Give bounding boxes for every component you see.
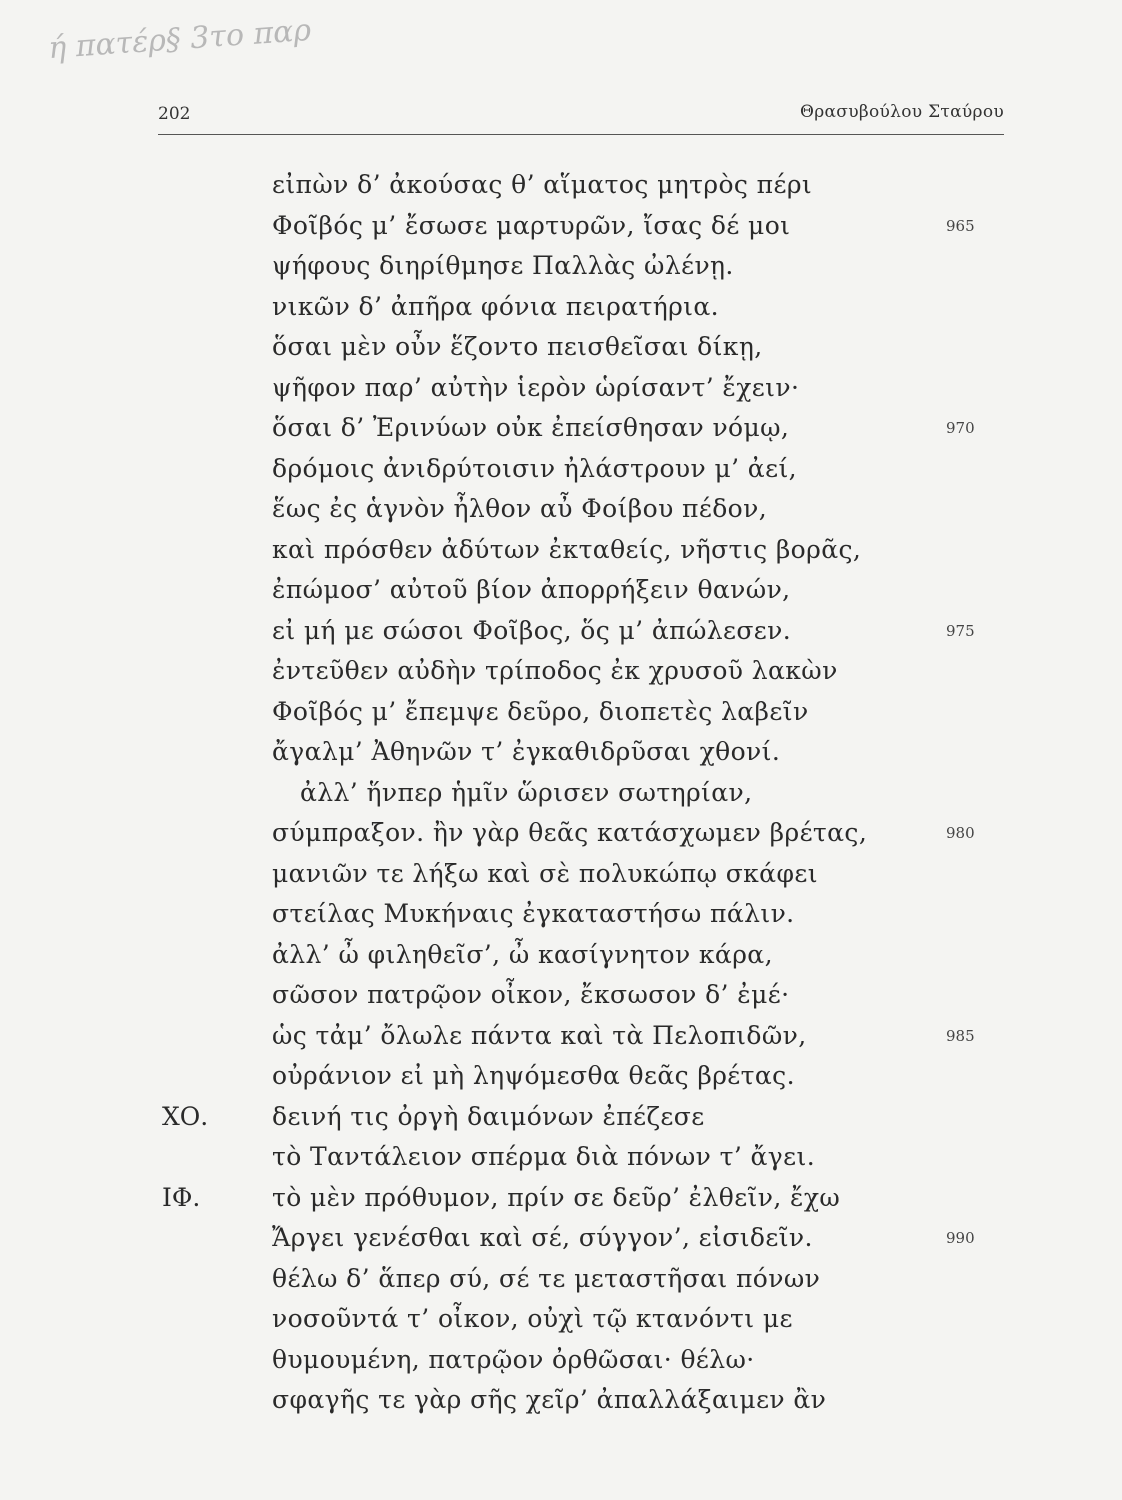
verse-text: ψῆφον παρ’ αὐτὴν ἱερὸν ὡρίσαντ’ ἔχειν· [272,372,800,402]
verse-text: σφαγῆς τε γὰρ σῆς χεῖρ’ ἀπαλλάξαιμεν ἂν [272,1385,827,1414]
verse-line [0,369,1122,409]
page-header [158,98,1004,135]
verse-line [0,1219,1122,1259]
verse-line [0,1300,1122,1340]
verse-line [0,1341,1122,1381]
verse-text: νοσοῦντά τ’ οἶκον, οὐχὶ τῷ κτανόντι με [272,1304,793,1333]
verse-line [0,814,1122,854]
verse-text: ἐντεῦθεν αὐδὴν τρίποδος ἐκ χρυσοῦ λακὼν [272,656,838,685]
speaker-label: ΧΟ. [162,1101,209,1131]
verse-line [0,652,1122,692]
verse-line [0,774,1122,814]
verse-line [0,571,1122,611]
verse-text: τὸ Ταντάλειον σπέρμα διὰ πόνων τ’ ἄγει. [272,1142,816,1171]
verse-text: ἄγαλμ’ Ἀθηνῶν τ’ ἐγκαθιδρῦσαι χθονί. [272,737,781,766]
speaker-label: ΙΦ. [162,1182,201,1212]
verse-text: οὐράνιον εἰ μὴ ληψόμεσθα θεᾶς βρέτας. [272,1061,795,1090]
verse-line [0,1057,1122,1097]
verse-line [0,612,1122,652]
verse-text: ὅσαι δ’ Ἐρινύων οὐκ ἐπείσθησαν νόμῳ, [272,413,790,442]
line-number: 980 [946,824,975,842]
verse-line [0,733,1122,773]
verse-text: ψήφους διηρίθμησε Παλλὰς ὠλένῃ. [272,251,734,280]
verse-text: θέλω δ’ ἅπερ σύ, σέ τε μεταστῆσαι πόνων [272,1263,821,1293]
verse-line [0,855,1122,895]
verse-text: σῶσον πατρῷον οἶκον, ἔκσωσον δ’ ἐμέ· [272,980,790,1009]
verse-text: νικῶν δ’ ἀπῆρα φόνια πειρατήρια. [272,291,720,321]
verse-text: εἰπὼν δ’ ἀκούσας θ’ αἵματος μητρὸς πέρι [272,170,813,199]
running-title: Θρασυβούλου Σταύρου [800,102,1004,122]
verse-line [0,409,1122,449]
line-number: 990 [946,1229,975,1247]
verse-line [0,1179,1122,1219]
pencil-annotation: ή πατέρ§ 3το παρ [47,12,313,67]
verse-line [0,976,1122,1016]
verse-text: εἰ μή με σώσοι Φοῖβος, ὅς μ’ ἀπώλεσεν. [272,615,792,645]
verse-text: μανιῶν τε λήξω καὶ σὲ πολυκώπῳ σκάφει [272,858,818,888]
verse-line [0,936,1122,976]
verse-text: ἀλλ’ ὦ φιληθεῖσ’, ὦ κασίγνητον κάρα, [272,939,773,969]
verse-line [0,693,1122,733]
verse-text: δεινή τις ὀργὴ δαιμόνων ἐπέζεσε [272,1101,705,1131]
verse-text: Φοῖβός μ’ ἔσωσε μαρτυρῶν, ἴσας δέ μοι [272,210,791,240]
verse-line [0,247,1122,287]
verse-text: σύμπραξον. ἢν γὰρ θεᾶς κατάσχωμεν βρέτας, [272,818,868,847]
verse-text: Ἄργει γενέσθαι καὶ σέ, σύγγον’, εἰσιδεῖν. [272,1223,813,1252]
verse-text: ὡς τἀμ’ ὄλωλε πάντα καὶ τὰ Πελοπιδῶν, [272,1020,807,1050]
line-number: 965 [946,216,975,235]
verse-text: ἀλλ’ ἥνπερ ἡμῖν ὥρισεν σωτηρίαν, [300,777,753,807]
verse-text: ἕως ἐς ἁγνὸν ἦλθον αὖ Φοίβου πέδον, [272,494,768,523]
verse-line [0,1260,1122,1300]
verse-line [0,450,1122,490]
verse-line [0,328,1122,368]
page-number: 202 [158,104,191,124]
verse-line [0,1138,1122,1178]
verse-text: δρόμοις ἀνιδρύτοισιν ἠλάστρουν μ’ ἀεί, [272,453,797,483]
verse-text: ἐπώμοσ’ αὐτοῦ βίον ἀπορρήξειν θανών, [272,575,791,604]
verse-line [0,288,1122,328]
line-number: 985 [946,1026,975,1045]
verse-line [0,895,1122,935]
verse-line [0,1098,1122,1138]
verse-line [0,1381,1122,1421]
verse-text: στείλας Μυκήναις ἐγκαταστήσω πάλιν. [272,899,795,928]
verse-line [0,490,1122,530]
verse-text: καὶ πρόσθεν ἀδύτων ἐκταθείς, νῆστις βορᾶς, [272,534,862,564]
verse-line [0,531,1122,571]
line-number: 975 [946,621,975,640]
verse-line [0,166,1122,206]
verse-text: Φοῖβός μ’ ἔπεμψε δεῦρο, διοπετὲς λαβεῖν [272,696,809,726]
verse-text: θυμουμένη, πατρῷον ὀρθῶσαι· θέλω· [272,1344,755,1374]
verse-line [0,207,1122,247]
verse-text: ὅσαι μὲν οὖν ἕζοντο πεισθεῖσαι δίκῃ, [272,332,763,361]
line-number: 970 [946,419,975,437]
verse-text: τὸ μὲν πρόθυμον, πρίν σε δεῦρ’ ἐλθεῖν, ἔχω [272,1182,841,1212]
verse-line [0,1017,1122,1057]
